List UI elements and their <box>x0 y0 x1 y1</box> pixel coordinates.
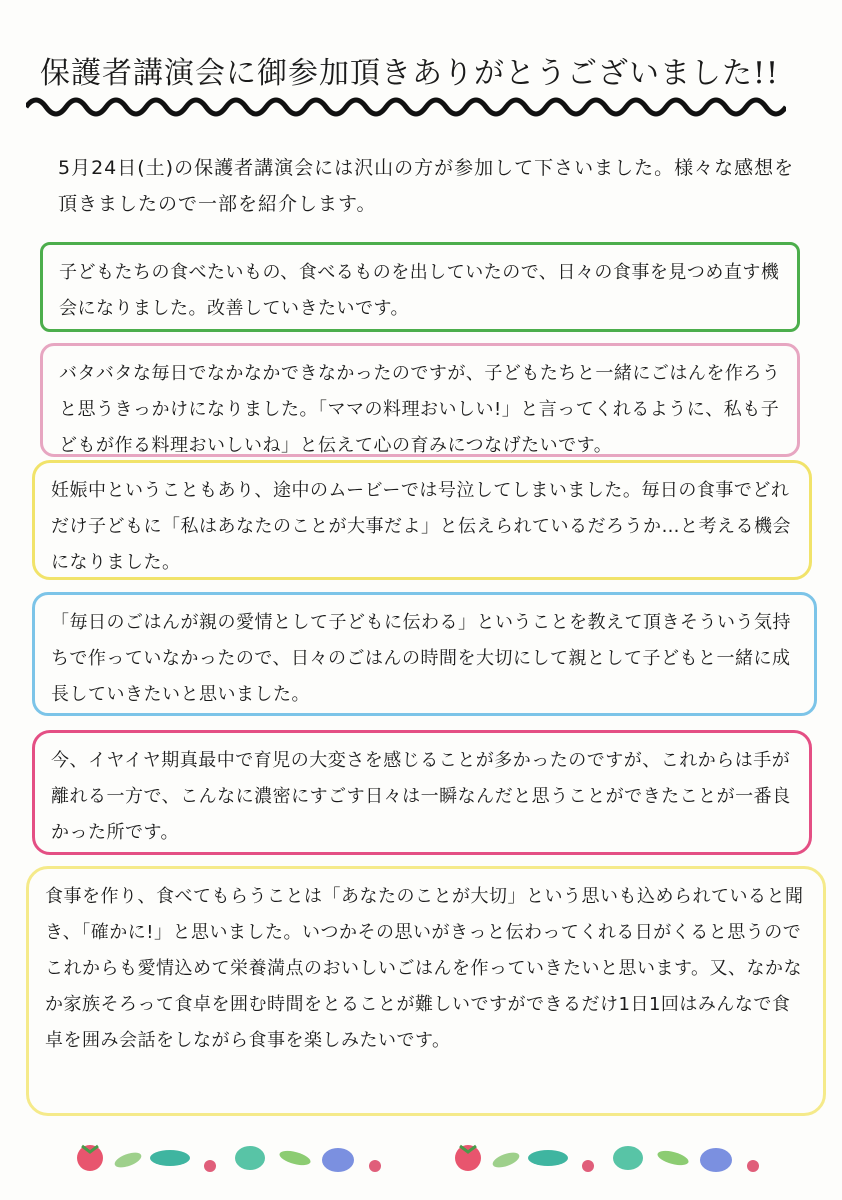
comment-text: バタバタな毎日でなかなかできなかったのですが、子どもたちと一緒にごはんを作ろうと思うきっかけになりました。「ママの料理おいしい!」と言ってくれるように、私も子どもが作る料理おいしいね」と伝えて心の育みにつなげたいです。 <box>59 363 781 456</box>
leaf-icon <box>656 1148 690 1168</box>
grapes-icon <box>700 1148 732 1172</box>
vegetable-decoration-right <box>448 1138 778 1178</box>
comment-box-3 <box>32 460 812 580</box>
comment-text: 今、イヤイヤ期真最中で育児の大変さを感じることが多かったのですが、これからは手が離れる一方で、こんなに濃密にすごす日々は一瞬なんだと思うことができたことが一番良かった所です。 <box>51 750 791 843</box>
leaf-icon <box>491 1150 521 1171</box>
turtle-icon <box>613 1146 643 1170</box>
berry-icon <box>582 1160 594 1172</box>
comment-box-5 <box>32 730 812 855</box>
comment-box-1 <box>40 242 800 332</box>
turtle-icon <box>235 1146 265 1170</box>
peapod-icon <box>150 1150 190 1166</box>
leaf-icon <box>278 1148 312 1168</box>
vegetable-decoration-left <box>70 1138 400 1178</box>
comment-text: 妊娠中ということもあり、途中のムービーでは号泣してしまいました。毎日の食事でどれだけ子どもに「私はあなたのことが大事だよ」と伝えられているだろうか…と考える機会になりました。 <box>51 480 791 573</box>
peapod-icon <box>528 1150 568 1166</box>
berry-icon <box>369 1160 381 1172</box>
comment-text: 食事を作り、食べてもらうことは「あなたのことが大切」という思いも込められていると聞き、「確かに!」と思いました。いつかその思いがきっと伝わってくれる日がくると思うのでこれからも愛情込めて栄養満点のおいしいごはんを作っていきたいと思います。又、なかなか家族そろって食卓を囲む時間をとることが難しいですができるだけ1日1回はみんなで食卓を囲み会話をしながら食事を楽しみたいです。 <box>45 886 804 1051</box>
comment-box-2 <box>40 343 800 457</box>
leaf-icon <box>113 1150 143 1171</box>
intro-text: 5月24日(土)の保護者講演会には沢山の方が参加して下さいました。様々な感想を頂きましたので一部を紹介します。 <box>58 157 795 215</box>
berry-icon <box>204 1160 216 1172</box>
wave-divider <box>26 92 786 122</box>
grapes-icon <box>322 1148 354 1172</box>
comment-box-6 <box>26 866 826 1116</box>
strawberry-icon <box>77 1145 103 1171</box>
comment-text: 子どもたちの食べたいもの、食べるものを出していたので、日々の食事を見つめ直す機会になりました。改善していきたいです。 <box>59 262 780 319</box>
comment-text: 「毎日のごはんが親の愛情として子どもに伝わる」ということを教えて頂きそういう気持ちで作っていなかったので、日々のごはんの時間を大切にして親として子どもと一緒に成長していきたいと思いました。 <box>51 612 791 705</box>
page-title: 保護者講演会に御参加頂きありがとうございました!! <box>40 56 780 91</box>
comment-box-4 <box>32 592 817 716</box>
berry-icon <box>747 1160 759 1172</box>
strawberry-icon <box>455 1145 481 1171</box>
